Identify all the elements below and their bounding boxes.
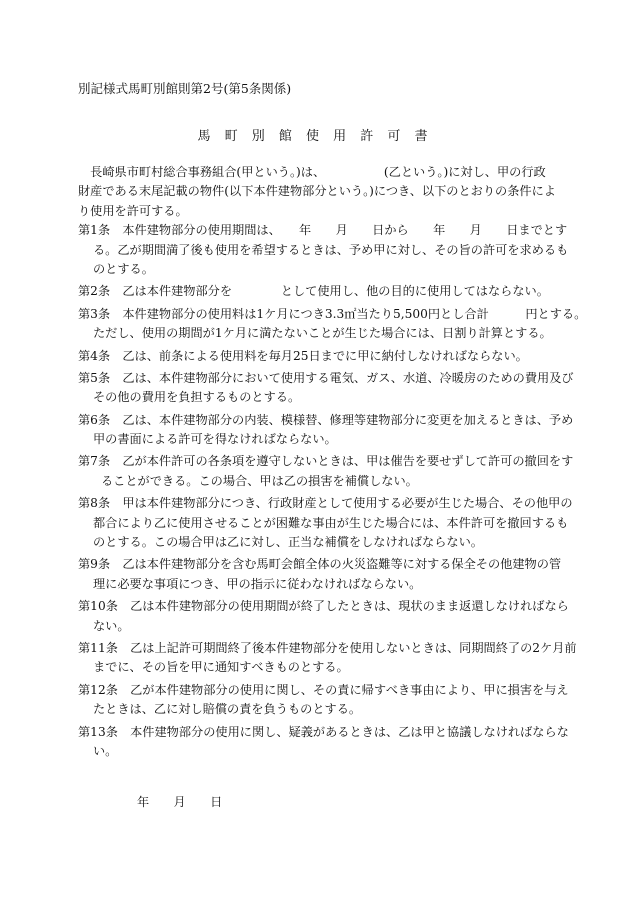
- article-first-line: 第1条 本件建物部分の使用期間は、 年 月 日から 年 月 日までとす: [78, 223, 568, 238]
- article-continuation-line: 理に必要な事項につき、甲の指示に従わなければならない。: [93, 576, 422, 591]
- article-6: [78, 411, 574, 450]
- article-first-line: 第3条 本件建物部分の使用料は1ケ月につき3.3㎡当たり5,500円とし合計 円とする。: [78, 306, 587, 321]
- intro-line: 長崎県市町村総合事務組合(甲という。)は、 (乙という。)に対し、甲の行政: [78, 165, 546, 179]
- document-body: [78, 163, 587, 761]
- article-first-line: 第9条 乙は本件建物部分を含む馬町会館全体の火災盗難等に対する保全その他建物の管: [78, 557, 562, 572]
- article-5: [78, 369, 574, 408]
- article-first-line: 第4条 乙は、前条による使用料を毎月25日までに甲に納付しなければならない。: [78, 348, 528, 363]
- article-13: [78, 723, 569, 762]
- article-continuation-line: 都合により乙に使用させることが困難な事由が生じた場合には、本件許可を撤回するも: [93, 515, 569, 530]
- article-continuation-line: その他の費用を負担するものとする。: [93, 390, 301, 405]
- article-continuation-line: い。: [93, 743, 118, 758]
- article-first-line: 第2条 乙は本件建物部分を として使用し、他の目的に使用してはならない。: [78, 284, 549, 299]
- intro-paragraph: [78, 163, 564, 221]
- article-first-line: 第12条 乙が本件建物部分の使用に関し、その責に帰すべき事由により、甲に損害を与え: [78, 682, 569, 697]
- article-9: [78, 555, 564, 594]
- article-continuation-line: のとする。この場合甲は乙に対し、正当な補償をしなければならない。: [93, 535, 483, 550]
- article-continuation-line: る。乙が期間満了後も使用を希望するときは、予め甲に対し、その旨の許可を求めるも: [93, 242, 569, 257]
- article-7: [78, 452, 574, 491]
- article-continuation-line: ない。: [93, 618, 130, 633]
- article-continuation-line: 甲の書面による許可を得なければならない。: [93, 432, 337, 447]
- article-1: [78, 221, 569, 279]
- article-continuation-line: のとする。: [93, 261, 154, 276]
- article-continuation-line: ることができる。この場合、甲は乙の損害を補償しない。: [101, 473, 418, 488]
- article-first-line: 第7条 乙が本件許可の各条項を遵守しないときは、甲は催告を要せずして許可の撤回をす: [78, 454, 574, 469]
- article-10: [78, 597, 569, 636]
- article-3: [78, 305, 587, 344]
- article-4: [78, 347, 564, 366]
- article-2: [78, 282, 564, 301]
- article-8: [78, 494, 573, 552]
- article-continuation-line: たときは、乙に対し賠償の責を負うものとする。: [93, 702, 362, 717]
- article-first-line: 第8条 甲は本件建物部分につき、行政財産として使用する必要が生じた場合、その他甲の: [78, 496, 573, 511]
- article-continuation-line: ただし、使用の期間が1ケ月に満たないことが生じた場合には、日割り計算とする。: [93, 326, 552, 341]
- article-first-line: 第5条 乙は、本件建物部分において使用する電気、ガス、水道、冷暖房のための費用及び: [78, 370, 574, 385]
- document-title: 馬 町 別 館 使 用 許 可 書: [197, 129, 433, 144]
- articles-list: [78, 221, 587, 761]
- article-first-line: 第11条 乙は上記許可期間終了後本件建物部分を使用しないときは、同期間終了の2ケ月前: [78, 640, 577, 655]
- article-12: [78, 681, 569, 720]
- date-line: 年 月 日: [137, 795, 223, 809]
- intro-line: 財産である末尾記載の物件(以下本件建物部分という。)につき、以下のとおりの条件によ: [78, 184, 556, 199]
- article-first-line: 第10条 乙は本件建物部分の使用期間が終了したときは、現状のまま返還しなければなら: [78, 599, 569, 614]
- article-first-line: 第13条 本件建物部分の使用に関し、疑義があるときは、乙は甲と協議しなければならな: [78, 724, 569, 739]
- form-label: 別記様式馬町別館則第2号(第5条関係): [78, 81, 292, 96]
- article-first-line: 第6条 乙は、本件建物部分の内装、模様替、修理等建物部分に変更を加えるときは、予め: [78, 412, 574, 427]
- article-continuation-line: までに、その旨を甲に通知すべきものとする。: [93, 660, 349, 675]
- intro-line: り使用を許可する。: [78, 203, 188, 218]
- article-11: [78, 639, 577, 678]
